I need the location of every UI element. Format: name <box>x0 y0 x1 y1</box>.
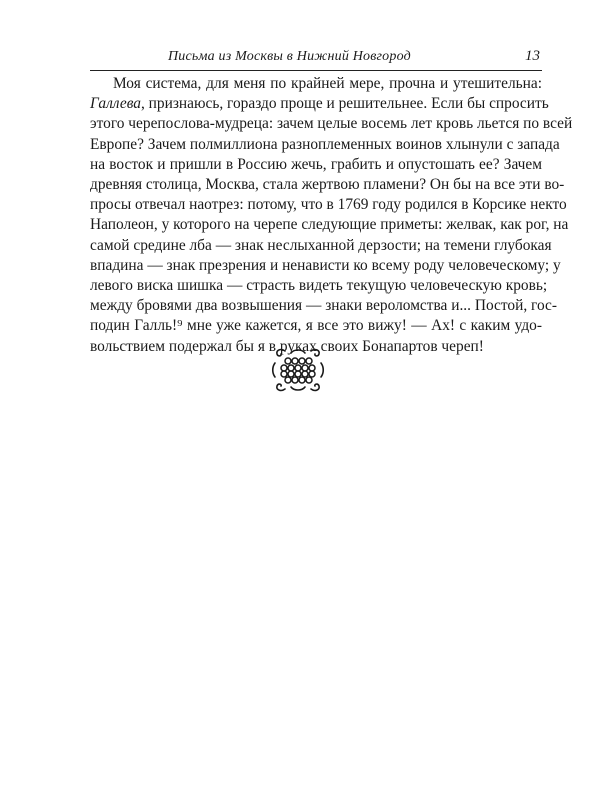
text-line: Наполеон, у которого на черепе следующие приметы: желвак, как рог, на <box>90 216 569 234</box>
text-line: самой средине лба — знак неслыханной дерзости; на темени глубокая <box>90 236 552 254</box>
running-header <box>90 44 542 71</box>
italic-name: Галлева <box>90 95 141 113</box>
text-line: левого виска шишка — страсть видеть текущую человеческую кровь; <box>90 277 548 295</box>
decorative-vignette-icon <box>271 347 325 393</box>
text-line: вольствием подержал бы я в руках своих Бонапартов череп! <box>90 337 484 355</box>
text-line: этого черепослова-мудреца: зачем целые восемь лет кровь льется по всей <box>90 115 573 133</box>
text-line: между бровями два возвышения — знаки вероломства и... Постой, гос- <box>90 297 557 315</box>
text-line: подин Галль!⁹ мне уже кажется, я все это вижу! — Ах! с каким удо- <box>90 317 542 335</box>
running-header-title: Письма из Москвы в Нижний Новгород <box>168 49 411 64</box>
text-line: Европе? Зачем полмиллиона разноплеменных воинов хлынули с запада <box>90 135 560 153</box>
text-line: Галлева, признаюсь, гораздо проще и решительнее. Если бы спросить <box>90 95 549 113</box>
text-line: Моя система, для меня по крайней мере, прочна и утешительна: <box>113 75 542 92</box>
page-number: 13 <box>525 48 540 64</box>
text-line: древняя столица, Москва, стала жертвою пламени? Он бы на все эти во- <box>90 176 565 194</box>
text-line: просы отвечал наотрез: потому, что в 1769 году родился в Корсике некто <box>90 196 567 214</box>
text-line: впадина — знак презрения и ненависти ко всему роду человеческому; у <box>90 256 561 274</box>
text-line: на восток и пришли в Россию жечь, грабить и опустошать ее? Зачем <box>90 155 542 173</box>
body-paragraph <box>90 74 573 357</box>
